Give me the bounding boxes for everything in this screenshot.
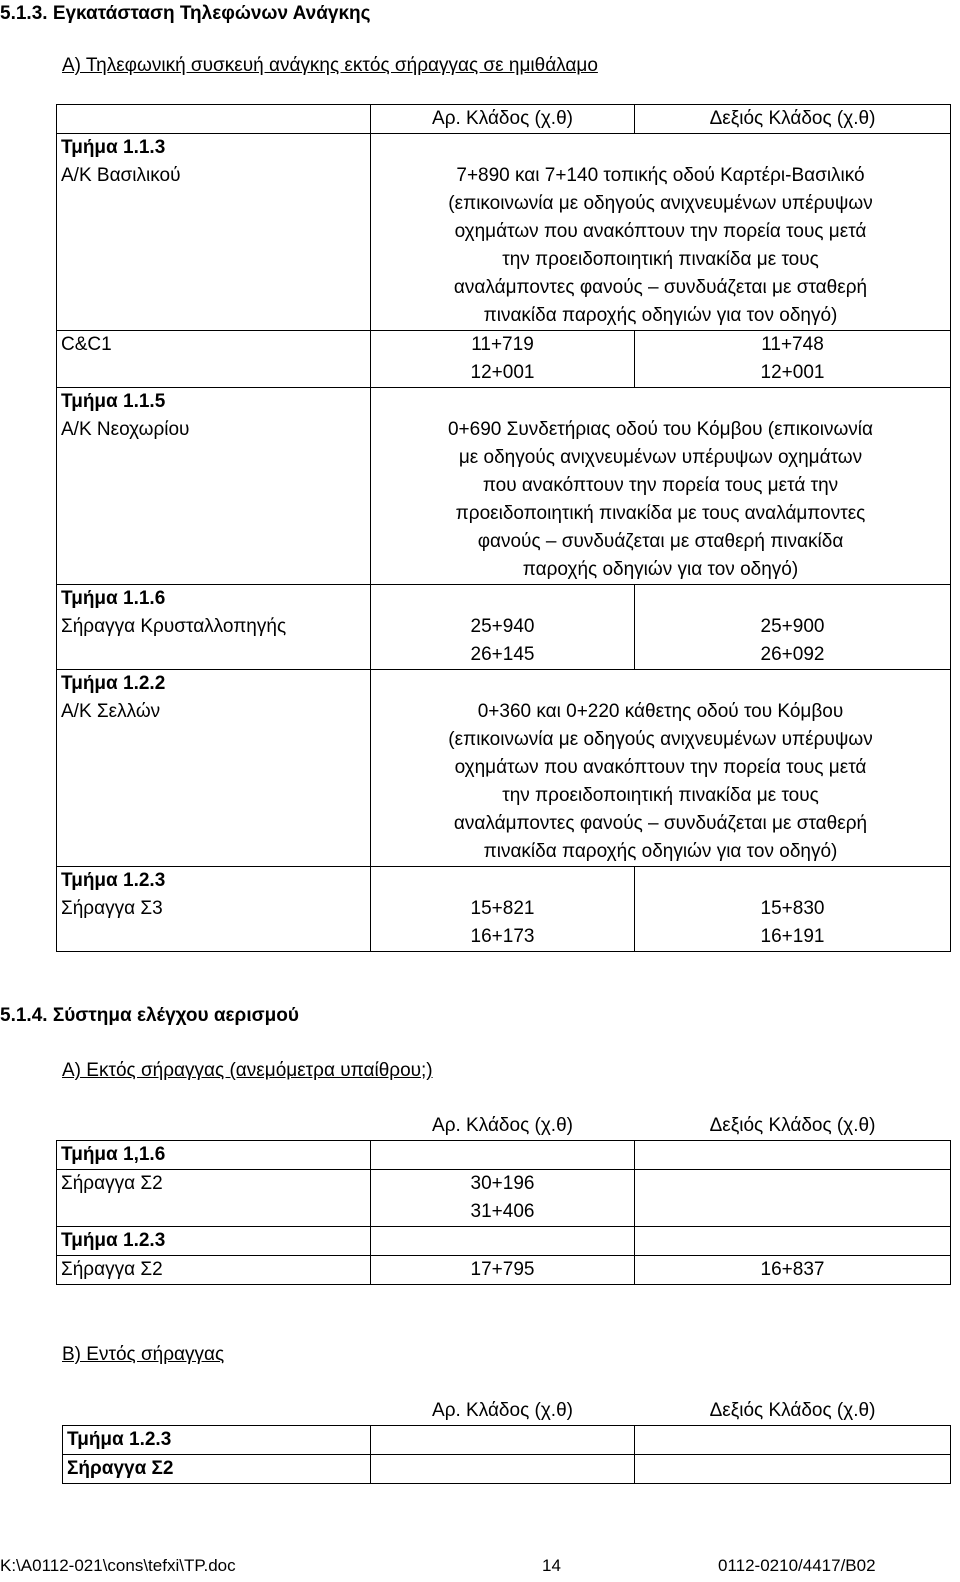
chainage-value: 25+940 — [470, 616, 535, 637]
section-label: Τμήμα 1.2.3 — [63, 1426, 371, 1455]
description-line: 0+360 και 0+220 κάθετης οδού του Κόμβου — [477, 701, 844, 722]
chainage-value: 12+001 — [470, 362, 535, 383]
section-label: Τμήμα 1.2.3 — [57, 1227, 371, 1256]
description-line: αναλάμποντες φανούς – συνδυάζεται με σταθερή — [453, 277, 868, 298]
section-514-title: 5.1.4. Σύστημα ελέγχου αερισμού — [0, 1005, 299, 1026]
location-label: Α/Κ Σελλών — [61, 701, 161, 722]
description-line: παροχής οδηγιών για τον οδηγό) — [522, 559, 799, 580]
section-label: Τμήμα 1.2.3 — [61, 870, 166, 891]
chainage-value: 11+719 — [471, 334, 534, 355]
description-line: 0+690 Συνδετήριας οδού του Κόμβου (επικοινωνία — [447, 419, 874, 440]
footer-document-code: 0112-0210/4417/B02 — [718, 1556, 876, 1575]
table-header-row — [57, 1112, 951, 1141]
description-line: φανούς – συνδυάζεται με σταθερή πινακίδα — [477, 531, 844, 552]
col-right-header: Δεξιός Κλάδος (χ.θ) — [709, 1400, 876, 1421]
description-line: προειδοποιητική πινακίδα με τους αναλάμποντες — [455, 503, 866, 524]
chainage-value: 12+001 — [760, 362, 825, 383]
emergency-phones-table — [56, 104, 951, 952]
ventilation-outside-table — [56, 1112, 951, 1285]
chainage-value: 16+191 — [760, 926, 825, 947]
section-label: Τμήμα 1,1.6 — [57, 1141, 371, 1170]
chainage-value: 11+748 — [761, 334, 824, 355]
col-left-header: Αρ. Κλάδος (χ.θ) — [371, 105, 635, 134]
section-513-title: 5.1.3. Εγκατάσταση Τηλεφώνων Ανάγκης — [0, 3, 371, 24]
description-line: με οδηγούς ανιχνευμένων υπέρυψων οχημάτων — [458, 447, 863, 468]
table-row — [57, 585, 951, 670]
location-label: Σήραγγα Σ2 — [57, 1256, 371, 1285]
table-row — [57, 1141, 951, 1170]
section-514-subtitle-a: Α) Εκτός σήραγγας (ανεμόμετρα υπαίθρου;) — [62, 1060, 433, 1081]
chainage-value: 16+173 — [470, 926, 535, 947]
table-row — [57, 670, 951, 867]
location-label: Σήραγγα Κρυσταλλοπηγής — [61, 616, 287, 637]
table-row — [57, 867, 951, 952]
location-label: Σήραγγα Σ3 — [61, 898, 163, 919]
footer-file-path: K:\A0112-021\cons\tefxi\TP.doc — [0, 1556, 236, 1575]
description-line: που ανακόπτουν την πορεία τους μετά την — [482, 475, 839, 496]
section-513-subtitle: Α) Τηλεφωνική συσκευή ανάγκης εκτός σήραγγας σε ημιθάλαμο — [62, 55, 598, 76]
col-right-header: Δεξιός Κλάδος (χ.θ) — [709, 1115, 876, 1136]
chainage-value: 26+145 — [470, 644, 535, 665]
table-header-row — [57, 105, 951, 134]
location-label: Σήραγγα Σ2 — [63, 1455, 371, 1484]
section-label: Τμήμα 1.1.3 — [61, 137, 166, 158]
table-row — [57, 1227, 951, 1256]
table-row — [57, 388, 951, 585]
description-line: την προειδοποιητική πινακίδα με τους — [502, 785, 819, 806]
chainage-value: 15+821 — [470, 898, 535, 919]
location-label: Α/Κ Νεοχωρίου — [61, 419, 190, 440]
description-line: (επικοινωνία με οδηγούς ανιχνευμένων υπέρυψων — [448, 193, 873, 214]
description-line: οχημάτων που ανακόπτουν την πορεία τους μετά — [454, 757, 867, 778]
footer-page-number: 14 — [542, 1556, 561, 1575]
chainage-value: 30+196 — [470, 1173, 535, 1194]
description-line: πινακίδα παροχής οδηγιών για τον οδηγό) — [483, 305, 838, 326]
location-label: Α/Κ Βασιλικού — [61, 165, 181, 186]
table-row — [63, 1426, 951, 1455]
chainage-value: 17+795 — [371, 1256, 635, 1285]
table-row — [57, 134, 951, 331]
chainage-value: 15+830 — [760, 898, 825, 919]
location-label: Σήραγγα Σ2 — [57, 1170, 371, 1227]
description-line: οχημάτων που ανακόπτουν την πορεία τους μετά — [454, 221, 867, 242]
description-line: 7+890 και 7+140 τοπικής οδού Καρτέρι-Βασιλικό — [456, 165, 865, 186]
chainage-value: 31+406 — [470, 1201, 535, 1222]
location-label: C&C1 — [61, 334, 112, 355]
section-label: Τμήμα 1.1.6 — [61, 588, 166, 609]
col-right-header: Δεξιός Κλάδος (χ.θ) — [635, 105, 951, 134]
description-line: αναλάμποντες φανούς – συνδυάζεται με σταθερή — [453, 813, 868, 834]
chainage-value: 26+092 — [760, 644, 825, 665]
description-line: πινακίδα παροχής οδηγιών για τον οδηγό) — [483, 841, 838, 862]
col-left-header: Αρ. Κλάδος (χ.θ) — [432, 1400, 573, 1421]
table-row — [57, 1170, 951, 1227]
section-label: Τμήμα 1.1.5 — [61, 391, 166, 412]
chainage-value: 25+900 — [760, 616, 825, 637]
col-left-header: Αρ. Κλάδος (χ.θ) — [432, 1115, 573, 1136]
table-header-row — [63, 1397, 951, 1426]
table-row — [57, 1256, 951, 1285]
section-label: Τμήμα 1.2.2 — [61, 673, 166, 694]
section-514-subtitle-b: Β) Εντός σήραγγας — [62, 1344, 225, 1365]
chainage-value: 16+837 — [635, 1256, 951, 1285]
table-row — [63, 1455, 951, 1484]
table-row — [57, 331, 951, 388]
description-line: (επικοινωνία με οδηγούς ανιχνευμένων υπέρυψων — [448, 729, 873, 750]
description-line: την προειδοποιητική πινακίδα με τους — [502, 249, 819, 270]
ventilation-inside-table — [62, 1397, 951, 1484]
